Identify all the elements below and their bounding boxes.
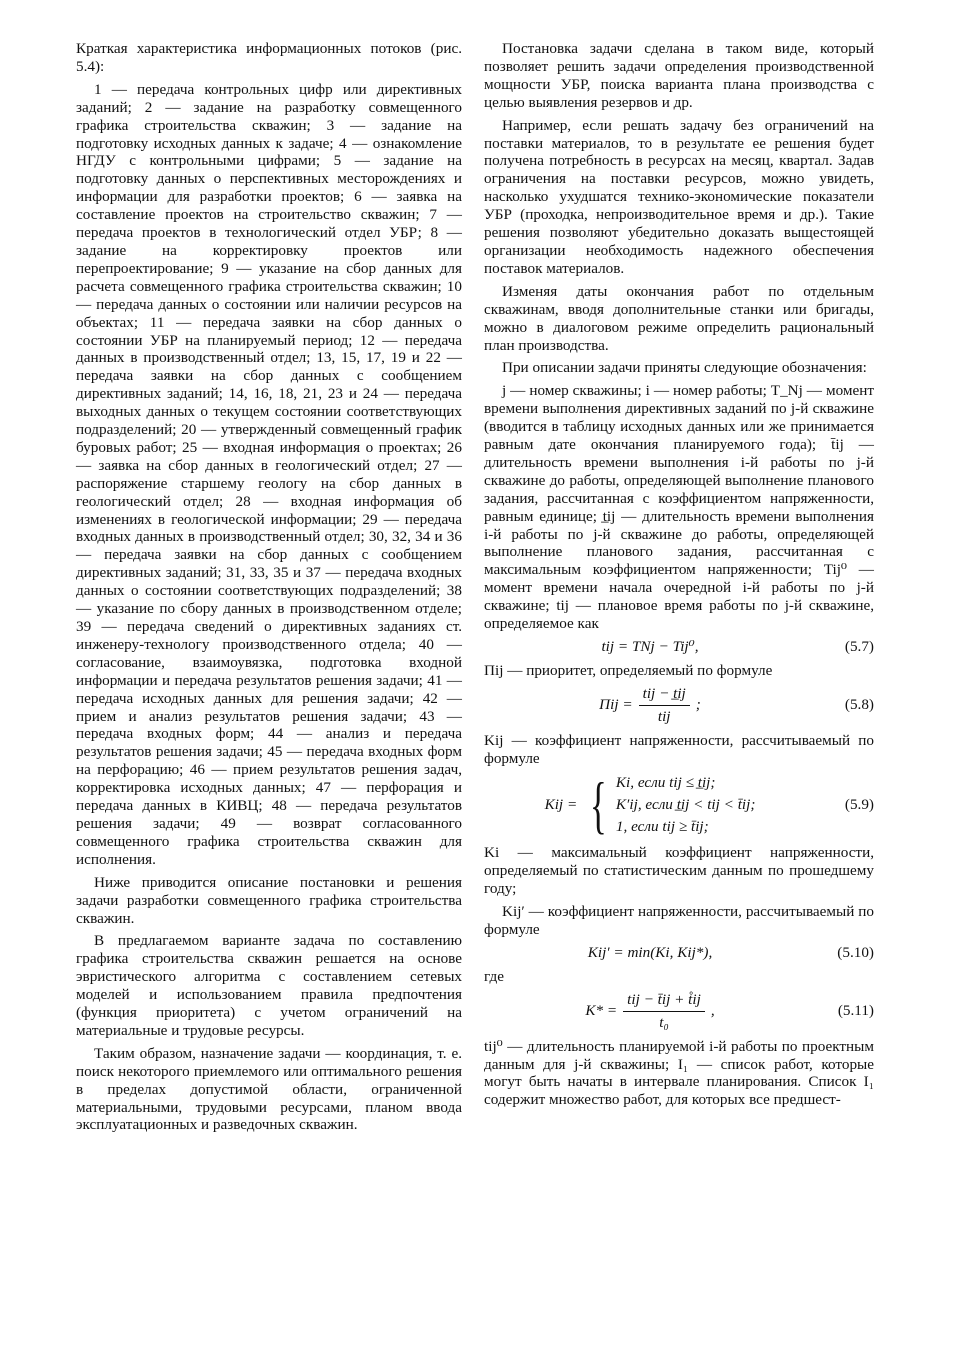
equation-5-8-fraction	[639, 685, 690, 726]
paragraph-example: Например, если решать задачу без ограничений на поставки материалов, то в результате ее решения будет получена потребность в ресурсах на месяц, квартал. Задав ограничения на поставки ресурсов, можно увидеть, насколько ухудшатся технико-экономические показатели УБР (проходка, непроизводительное время и др.). Такие решения позволяют убедительно доказать выщестоящей организации необходимость надежного обеспечения поставок материалов.	[484, 116, 874, 277]
equation-5-9-row: 1, если tij ≥ t̄ij;	[615, 818, 709, 836]
equation-5-10-expr: Kij′ = min(Ki, Kij*),	[587, 943, 713, 961]
paragraph-flow-list: 1 — передача контрольных цифр или директивных заданий; 2 — задание на разработку совмещенного графика строительства скважин; 3 — задание на подготовку исходных данных к задаче; 4 — ознакомление НГДУ с контрольными цифрами; 5 — задание на подготовку данных о перспективных месторождениях и информации для разработки проектов; 6 — заявка на составление проектов на строительство скважин; 7 — передача проектов в технологический отдел УБР; 8 — задание на корректировку проектов или перепроектирование; 9 — указание на сбор данных для расчета совмещенного графика строительства скважин; 10 — передача данных о состоянии или наличии ресурсов на объектах; 11 — передача заявки на сбор данных о состоянии УБР на планируемый период; 12 — передача данных в производственный отдел; 13, 15, 17, 19 и 22 — передача заявки на сбор данных с сообщением директивных заданий; 14, 16, 18, 21, 23 и 24 — передача выходных данных о текущем состоянии соответствующих подразделений; 20 — утвержденный совмещенный график буровых работ; 25 — входная информация о проектах; 26 — заявка на сбор данных в геологический отдел; 27 — распоряжение старшему геологу на сбор данных в геологический отдел; 28 — входная информация об изменениях в геологической информации; 29 — передача входных данных в производственный отдел; 30, 32, 34 и 36 — передача заявки на сбор данных с сообщением директивных заданий; 31, 33, 35 и 37 — передача входных данных о состоянии соответствующих подразделений; 38 — указание по сбору данных в производственном отделе; 39 — передача сведений о директивных заданиях ст. инженеру-технологу производственного отдела; 40 — согласование, взаимоувязка, подготовка входной информации и передача результатов решения задачи; 41 — передача исходных данных для решения задачи; 42 — прием и анализ результатов решения задачи; 43 — передача входных форм; 44 — анализ и передача результатов решения задачи; 45 — передача входных форм на перфорацию; 46 — прием результатов решения задач, корректировка исходных данных; 47 — перфорация и передача данных в КИВЦ; 48 — передача результатов решения задачи; 49 — возврат согласованного совмещенного графика строительства скважин для исполнения.	[76, 80, 462, 868]
equation-5-9-row: Ki, если tij ≤ t̲ij;	[615, 774, 716, 792]
text-priority: Пij — приоритет, определяемый по формуле	[484, 661, 773, 679]
equation-5-11-lhs: K* =	[585, 1002, 618, 1020]
left-brace-icon: {	[590, 769, 608, 841]
text-tension-coef: Kij — коэффициент напряженности, рассчитываемый по формуле	[484, 731, 874, 767]
equation-5-11-numerator: tij − t̄ij + t̊ij	[623, 991, 705, 1012]
equation-5-9-cases	[581, 769, 756, 841]
equation-5-7-label: (5.7)	[844, 638, 874, 655]
equation-5-8-numerator: tij − t̲ij	[639, 685, 690, 706]
paragraph-purpose: Таким образом, назначение задачи — координация, т. е. поиск некоторого приемлемого или оптимального решения в пределах допустимой области, ограниченной материальными, трудовыми ресурсами, планом ввода эксплуатационных и разведочных скважин.	[76, 1044, 462, 1134]
paragraph-description: Ниже приводится описание постановки и решения задачи разработки совмещенного графика строительства скважин.	[76, 873, 462, 927]
text-kij-prime: Kij′ — коэффициент напряженности, рассчитываемый по формуле	[484, 903, 874, 939]
equation-5-8-tail: ;	[695, 696, 701, 714]
equation-5-11-label: (5.11)	[837, 1002, 874, 1020]
equation-5-11	[484, 991, 874, 1032]
equation-5-9-label: (5.9)	[844, 796, 874, 814]
paragraph-intro: Краткая характеристика информационных потоков (рис. 5.4):	[76, 40, 462, 75]
paragraph-variant: В предлагаемом варианте задача по составлению графика строительства скважин решается на основе эвристического алгоритма с составлением сетевых моделей и использованием правила предпочтения (функция приоритета) с учетом ограничений на материальные и трудовые ресурсы.	[76, 932, 462, 1039]
equation-5-8	[484, 685, 874, 726]
equation-5-11-tail: ,	[710, 1002, 715, 1020]
equation-5-8-label: (5.8)	[844, 696, 874, 714]
paragraph-problem-statement: Постановка задачи сделана в таком виде, который позволяет решить задачи определения производственной мощности УБР, поиска варианта плана производства с целью выявления резервов и др.	[484, 40, 874, 111]
equation-5-7-expr: tij = TNj − Tij⁰,	[601, 638, 699, 655]
right-column	[484, 40, 874, 1114]
paragraph-dates: Изменяя даты окончания работ по отдельным скважинам, вводя дополнительные станки или бригады, можно в диалоговом режиме определить рациональный план производства.	[484, 282, 874, 354]
equation-5-10	[484, 944, 874, 962]
paragraph-notation: j — номер скважины; i — номер работы; T_Nj — момент времени выполнения директивных заданий по j-й скважине (вводится в таблицу исходных данных или же принимается равным дате окончания планируемого года); t̄ij — длительность времени выполнения i-й работы по j-й скважине до работы, определяющей выполнение планового задания, рассчитанная с коэффициентом напряженности, равным единице; t̲ij — длительность времени выполнения i-й работы по j-й скважине до работы, определяющей выполнение планового задания, рассчитанная с максимальным коэффициентом напряженности; Tij⁰ — момент времени начала очередной i-й работы по j-й скважине; tij — плановое время работы по j-й скважине, определяемое как	[484, 382, 874, 633]
equation-5-7	[484, 638, 874, 656]
equation-5-8-lhs: Пij =	[599, 696, 633, 714]
equation-5-11-denominator: t₀	[659, 1013, 669, 1031]
text-where: где	[484, 967, 504, 985]
equation-5-9-lhs: Kij =	[544, 796, 578, 814]
equation-5-8-denominator: tij	[657, 707, 671, 725]
equation-5-10-label: (5.10)	[837, 943, 874, 961]
equation-5-9-row: K′ij, если t̲ij < tij < t̄ij;	[615, 796, 756, 814]
equation-5-9	[484, 769, 874, 841]
text-max-coef: Ki — максимальный коэффициент напряженности, определяемый по статистическим данным по прошедшему году;	[484, 844, 874, 898]
left-column	[76, 40, 462, 1139]
text-final: tij⁰ — длительность планируемой i-й работы по проектным данным для j-й скважины; I₁ — список работ, которые могут быть начаты в интервале планирования. Список I₁ содержит множество работ, для которых все предшест-	[484, 1037, 874, 1109]
equation-5-11-fraction	[623, 991, 705, 1032]
paragraph-notation-intro: При описании задачи приняты следующие обозначения:	[502, 359, 867, 377]
